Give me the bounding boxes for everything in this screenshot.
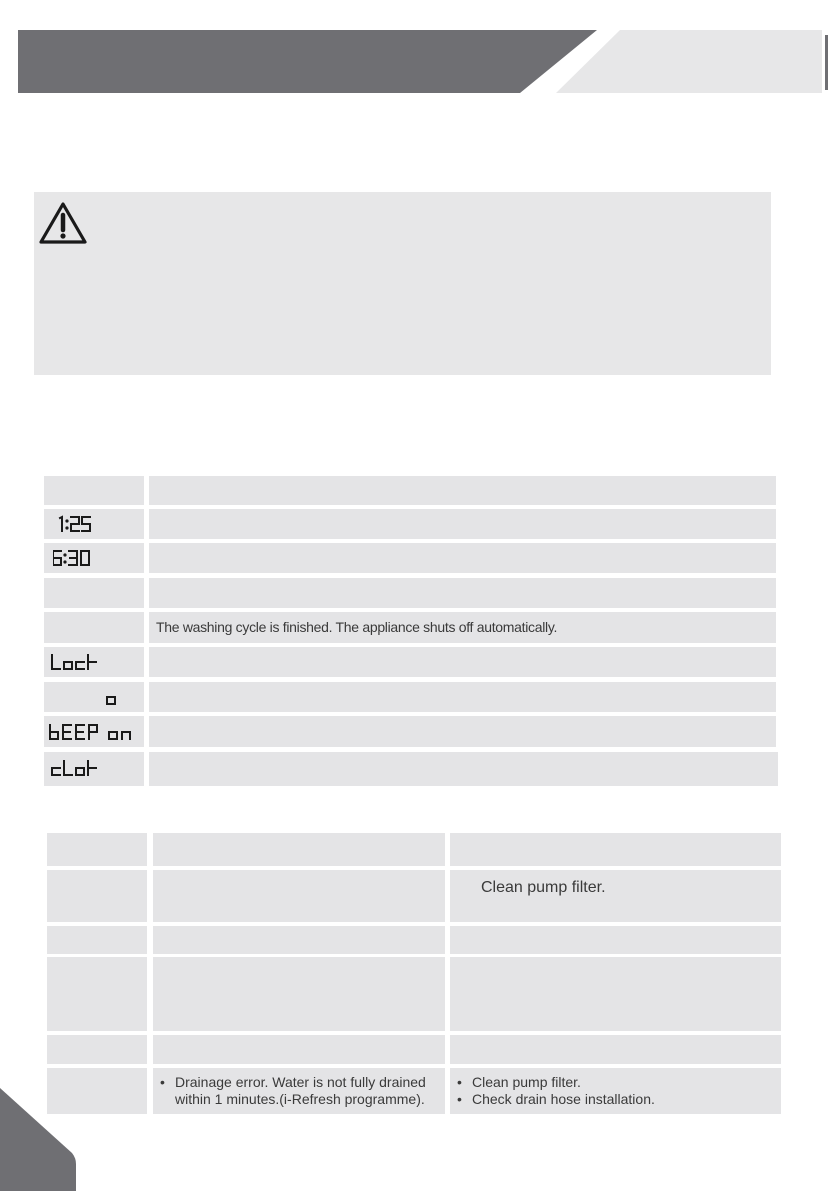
error-table-header-solution (450, 833, 781, 866)
error-row-3-cause (153, 957, 445, 1031)
header-banner-tab (556, 30, 822, 93)
error-row-4-code (47, 1035, 147, 1064)
warning-panel (34, 192, 771, 375)
display-row-7-description (149, 716, 776, 747)
error-row-2-code (47, 926, 147, 954)
error-row-3-solution (450, 957, 781, 1031)
display-row-7-code (44, 716, 144, 747)
display-row-1-description (149, 509, 776, 539)
error-row-5-cause-list (157, 1074, 426, 1091)
error-table-header-code (47, 833, 147, 866)
segment-code-o (104, 688, 120, 706)
segment-code-clot (50, 759, 110, 777)
display-row-2-code (44, 543, 144, 573)
warning-triangle-icon (38, 200, 88, 246)
display-row-5-code (44, 647, 144, 677)
segment-code-1-25 (53, 515, 103, 533)
header-edge-rule (825, 35, 828, 90)
display-row-6-description (149, 682, 776, 712)
display-row-5-description (149, 647, 776, 677)
page-corner-tab (0, 1088, 80, 1191)
error-row-4-cause (153, 1035, 445, 1064)
display-row-1-code (44, 509, 144, 539)
error-row-5-cause-line-1: • Drainage error. Water is not fully drained (157, 1074, 426, 1091)
error-table-header-cause (153, 833, 445, 866)
error-row-5-solution-list (454, 1074, 655, 1108)
display-row-3-code (44, 578, 144, 608)
segment-code-6-30 (53, 549, 103, 567)
error-row-5-solution-item-1: • Clean pump filter. (454, 1074, 655, 1091)
display-table-header-code (44, 476, 144, 505)
error-row-3-code (47, 957, 147, 1031)
display-row-2-description (149, 543, 776, 573)
display-row-4-code (44, 612, 144, 643)
display-row-4-description-text: The washing cycle is finished. The appliance shuts off automatically. (156, 619, 558, 635)
segment-code-beep-on (49, 723, 144, 741)
display-row-8-code (44, 752, 144, 786)
error-row-2-solution (450, 926, 781, 954)
segment-code-loct (50, 653, 110, 671)
header-banner-dark (18, 30, 597, 93)
error-row-5-cause-line-2: within 1 minutes.(i-Refresh programme). (175, 1091, 425, 1107)
error-row-1-code (47, 870, 147, 922)
display-row-8-description (149, 752, 778, 786)
display-row-4-description (149, 612, 776, 643)
error-row-5-cause (153, 1068, 445, 1114)
error-row-5-solution (450, 1068, 781, 1114)
display-table-header-description (149, 476, 776, 505)
display-row-6-code (44, 682, 144, 712)
error-row-1-solution-text: Clean pump filter. (481, 879, 606, 896)
error-row-4-solution (450, 1035, 781, 1064)
header-banner (0, 0, 839, 100)
error-row-1-solution (450, 870, 781, 922)
display-row-3-description (149, 578, 776, 608)
error-row-2-cause (153, 926, 445, 954)
error-row-1-cause (153, 870, 445, 922)
error-row-5-solution-item-2: • Check drain hose installation. (454, 1091, 655, 1108)
